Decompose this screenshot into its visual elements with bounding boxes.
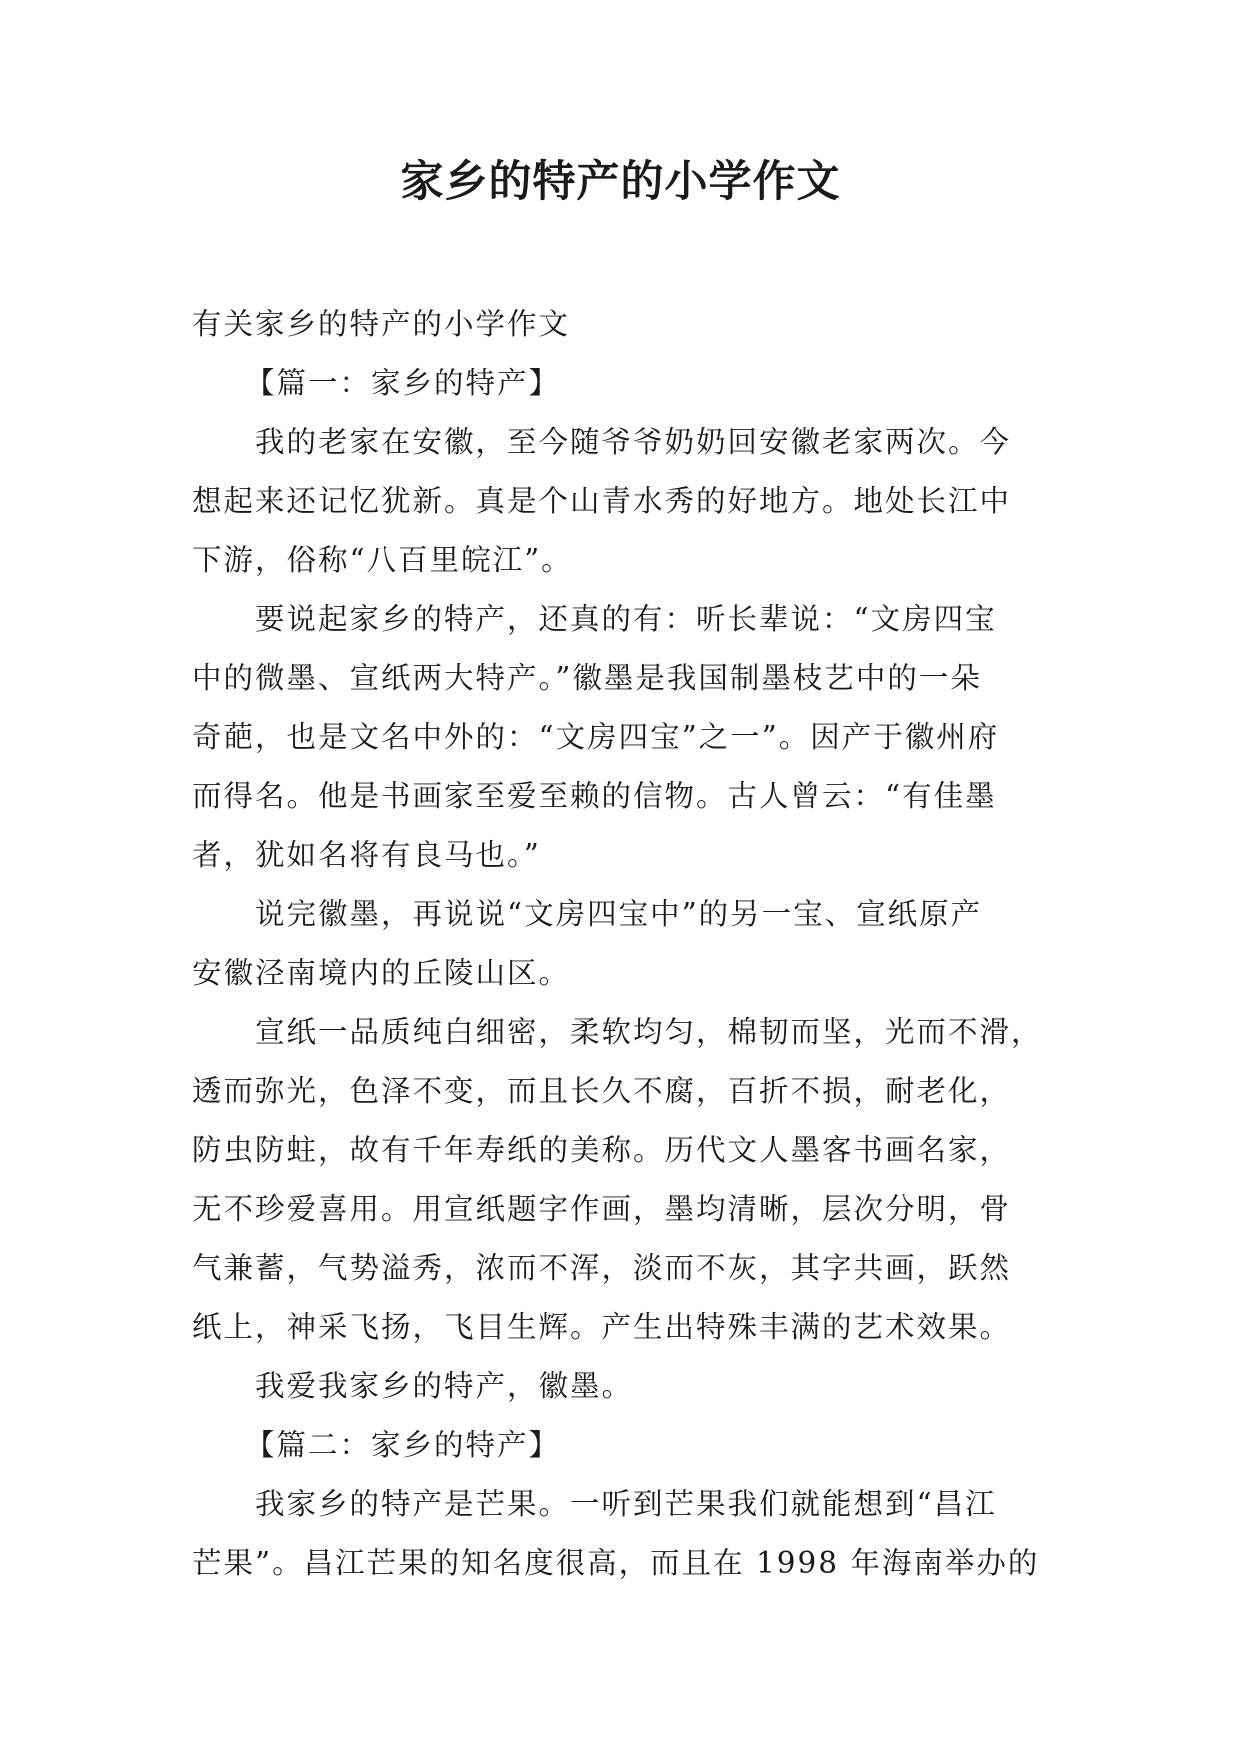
paragraph-line: 要说起家乡的特产，还真的有：听长辈说：“文房四宝: [255, 602, 997, 636]
paragraph-line: 无不珍爱喜用。用宣纸题字作画，墨均清晰，层次分明，骨: [192, 1192, 1012, 1226]
paragraph-line: 纸上，神采飞扬，飞目生辉。产生出特殊丰满的艺术效果。: [192, 1310, 1012, 1344]
paragraph-line: 安徽泾南境内的丘陵山区。: [192, 956, 571, 990]
paragraph-line: 宣纸一品质纯白细密，柔软均匀，棉韧而坚，光而不滑，: [255, 1015, 1043, 1049]
section-heading: 【篇二：家乡的特产】: [245, 1428, 561, 1462]
section-heading: 【篇一：家乡的特产】: [245, 366, 561, 400]
document-body: [192, 295, 1072, 1593]
paragraph-line: 透而弥光，色泽不变，而且长久不腐，百折不损，耐老化，: [192, 1074, 1012, 1108]
paragraph-line: 我爱我家乡的特产，徽墨。: [255, 1369, 634, 1403]
paragraph-line: 说完徽墨，再说说“文房四宝中”的另一宝、宣纸原产: [255, 897, 983, 931]
paragraph-line: 我的老家在安徽，至今随爷爷奶奶回安徽老家两次。今: [255, 425, 1012, 459]
paragraph-line: 防虫防蛀，故有千年寿纸的美称。历代文人墨客书画名家，: [192, 1133, 1012, 1167]
paragraph-line: 气兼蓄，气势溢秀，浓而不浑，淡而不灰，其字共画，跃然: [192, 1251, 1012, 1285]
paragraph-line: 芒果”。昌江芒果的知名度很高，而且在 1998 年海南举办的: [192, 1546, 1040, 1580]
paragraph-line: 奇葩，也是文名中外的：“文房四宝”之一”。因产于徽州府: [192, 720, 1000, 754]
paragraph-line: 而得名。他是书画家至爱至赖的信物。古人曾云：“有佳墨: [192, 779, 997, 813]
paragraph-line: 中的微墨、宣纸两大特产。”徽墨是我国制墨枝艺中的一朵: [192, 661, 982, 695]
subtitle-line: 有关家乡的特产的小学作文: [192, 307, 571, 341]
paragraph-line: 者，犹如名将有良马也。”: [192, 838, 541, 872]
document-title: 家乡的特产的小学作文: [400, 157, 841, 207]
paragraph-line: 下游，俗称“八百里皖江”。: [192, 543, 573, 577]
paragraph-line: 想起来还记忆犹新。真是个山青水秀的好地方。地处长江中: [192, 484, 1012, 518]
paragraph-line: 我家乡的特产是芒果。一听到芒果我们就能想到“昌江: [255, 1487, 997, 1521]
